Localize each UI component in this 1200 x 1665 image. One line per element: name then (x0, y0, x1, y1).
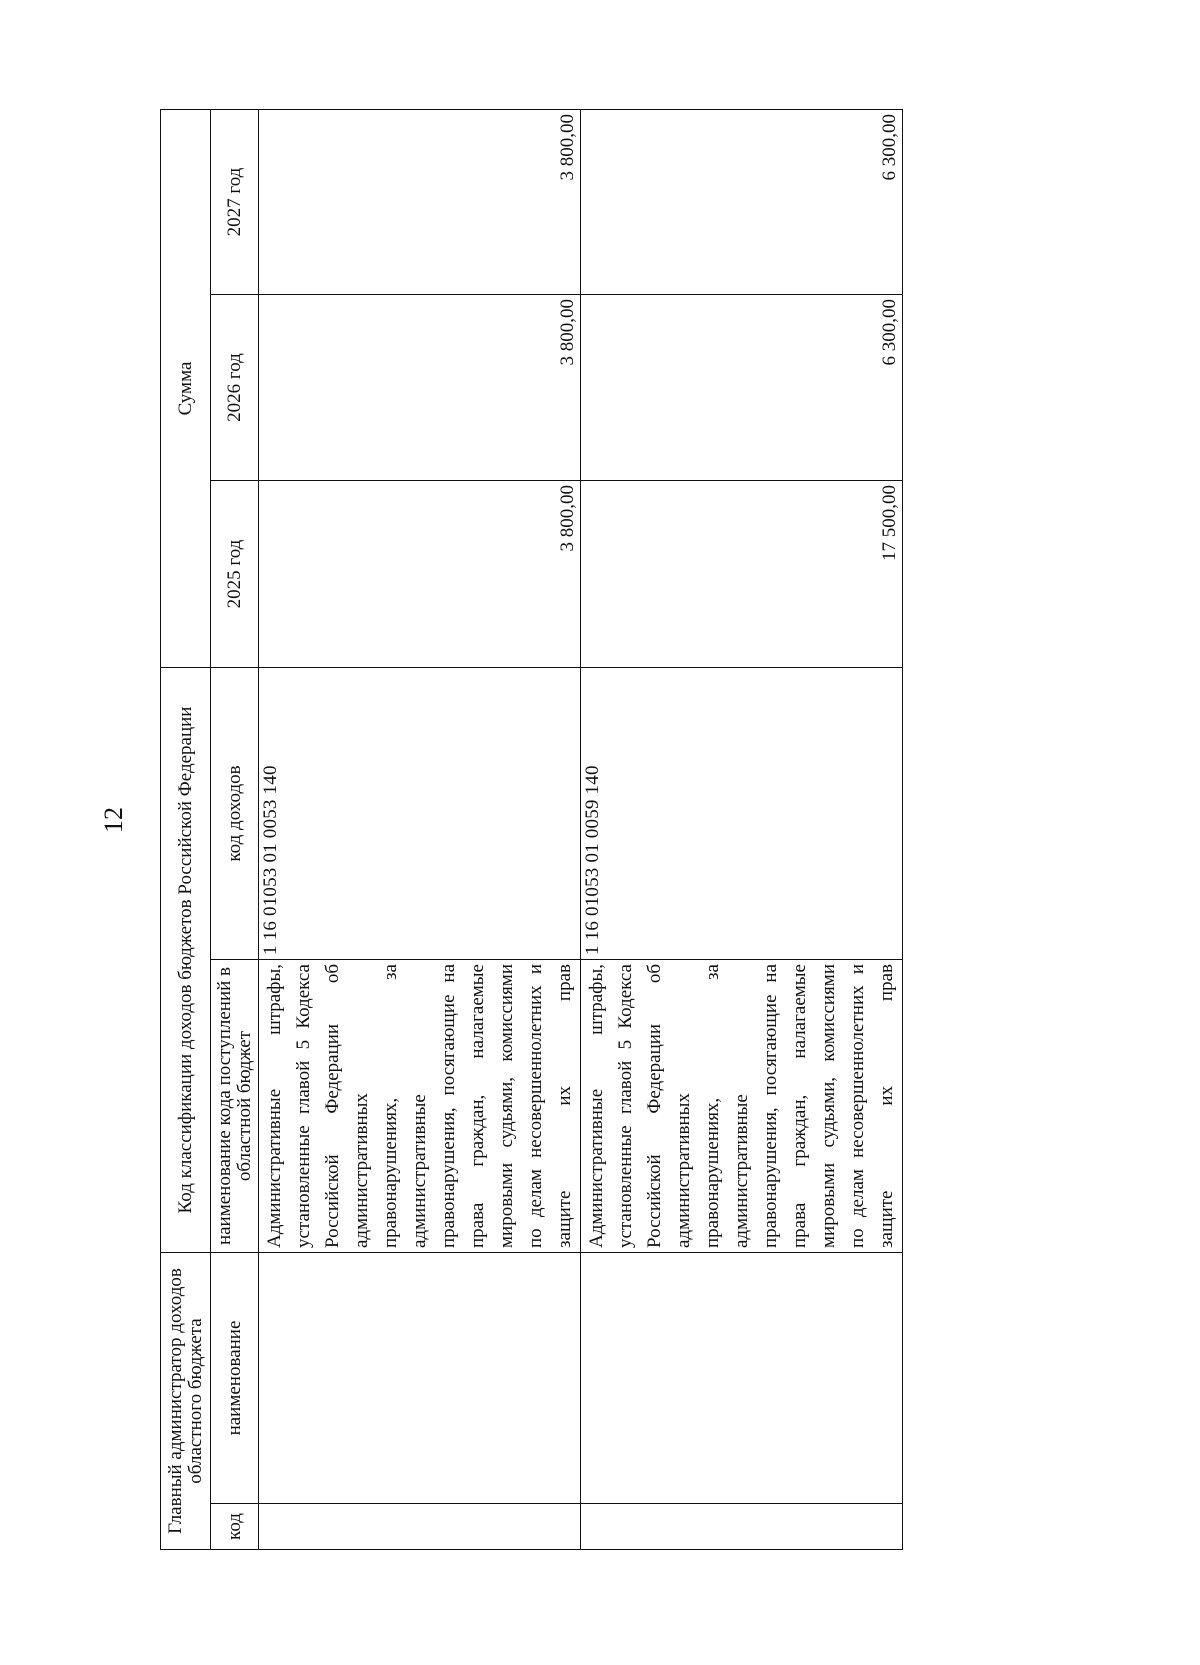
income-code-cell: 1 16 01053 01 0053 140 (259, 668, 581, 960)
admin-code-cell (259, 1504, 581, 1550)
classification-name-header: наименование кода поступлений в областной бюджет (211, 960, 259, 1253)
rotated-page-area (160, 110, 900, 1550)
description-cell: Административные штрафы, установленные главой 5 Кодекса Российской Федерации об административных правонарушениях, за административные правонарушения, посягающие на права граждан, налагаемые мировыми судьями, комиссиями по делам несовершеннолетних и защите их прав (581, 960, 903, 1253)
sum-group-header: Сумма (161, 110, 211, 668)
description-cell: Административные штрафы, установленные главой 5 Кодекса Российской Федерации об административных правонарушениях, за административные правонарушения, посягающие на права граждан, налагаемые мировыми судьями, комиссиями по делам несовершеннолетних и защите их прав (259, 960, 581, 1253)
amount-2027-cell: 3 800,00 (259, 110, 581, 295)
admin-name-cell (581, 1253, 903, 1504)
admin-name-cell (259, 1253, 581, 1504)
amount-2026-cell: 6 300,00 (581, 295, 903, 481)
table-row (259, 110, 581, 1550)
amount-2026-cell: 3 800,00 (259, 295, 581, 481)
year-2026-header: 2026 год (211, 295, 259, 481)
amount-2027-cell: 6 300,00 (581, 110, 903, 295)
admin-group-header: Главный администратор доходов областного бюджета (161, 1253, 211, 1550)
table-row (581, 110, 903, 1550)
amount-2025-cell: 17 500,00 (581, 481, 903, 668)
income-code-cell: 1 16 01053 01 0059 140 (581, 668, 903, 960)
year-2027-header: 2027 год (211, 110, 259, 295)
admin-code-header: код (211, 1504, 259, 1550)
year-2025-header: 2025 год (211, 481, 259, 668)
admin-name-header: наименование (211, 1253, 259, 1504)
page-number: 12 (99, 807, 128, 833)
revenue-table (160, 109, 903, 1550)
classification-group-header: Код классификации доходов бюджетов Российской Федерации (161, 668, 211, 1253)
income-code-header: код доходов (211, 668, 259, 960)
table-container (160, 110, 900, 1550)
admin-code-cell (581, 1504, 903, 1550)
amount-2025-cell: 3 800,00 (259, 481, 581, 668)
